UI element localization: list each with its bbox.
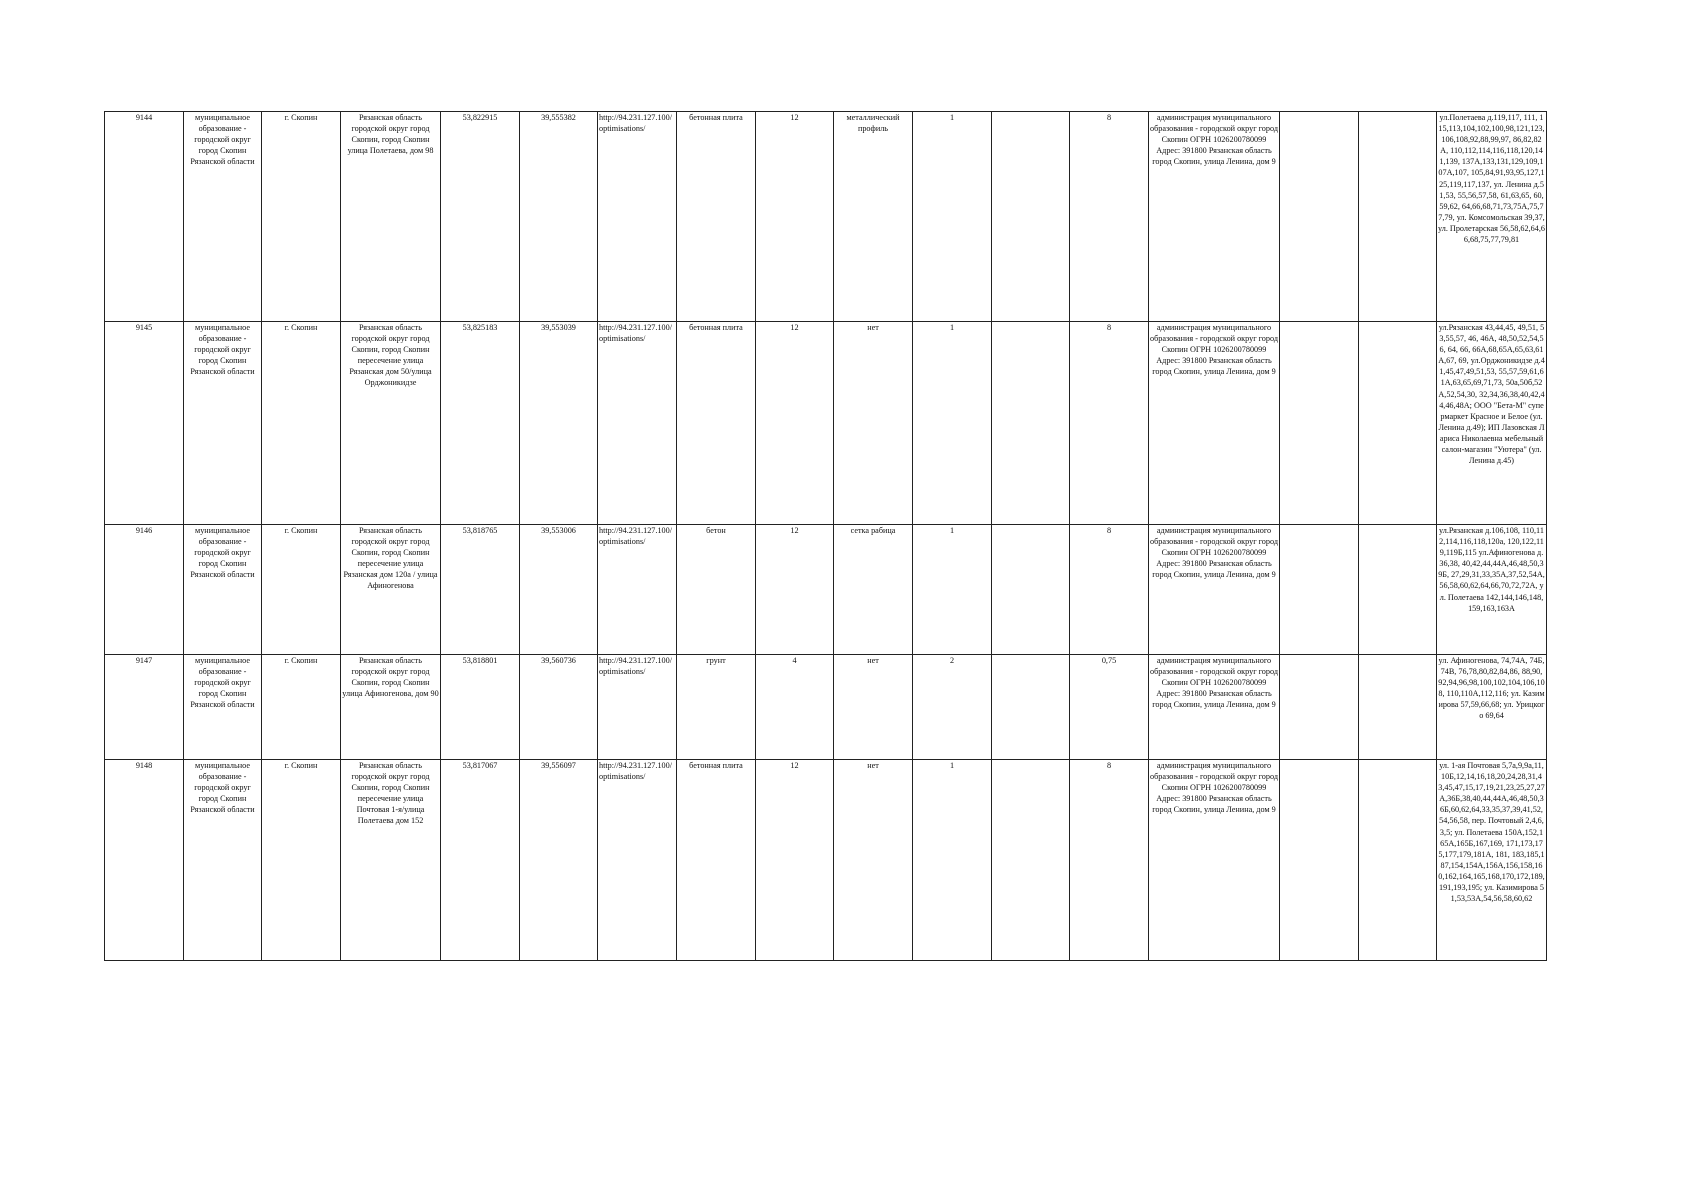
area-cell: 12	[756, 112, 834, 322]
empty-cell	[1359, 655, 1437, 760]
latitude-cell: 53,818765	[441, 525, 520, 655]
empty-cell	[1280, 112, 1359, 322]
locality-cell: г. Скопин	[262, 112, 341, 322]
empty-cell	[1280, 322, 1359, 525]
container-count-cell: 1	[913, 112, 992, 322]
registry-body	[105, 112, 1547, 961]
waste-sources-cell: ул.Рязанская 43,44,45, 49,51, 53,55,57, 46, 46А, 48,50,52,54,56, 64, 66, 66А,68,65А,65,63,61А,67, 69, ул.Орджоникидзе д.41,45,47,49,51,53, 55,57,59,61,61А,63,65,69,71,73, 50а,50б,52А,52,54,30, 32,34,36,38,40,42,44,46,48А; ООО "Бета-М" супермаркет Красное и Белое (ул. Ленина д.49); ИП Лазовская Лариса Николаевна мебельный салон-магазин "Уютера" (ул. Ленина д.45)	[1437, 322, 1547, 525]
owner-type-cell: муниципальное образование - городской округ город Скопин Рязанской области	[184, 760, 262, 961]
longitude-cell: 39,556097	[520, 760, 598, 961]
container-volume-cell: 0,75	[1070, 655, 1149, 760]
container-volume-cell: 8	[1070, 760, 1149, 961]
longitude-cell: 39,555382	[520, 112, 598, 322]
scheme-link-cell[interactable]: http://94.231.127.100/optimisations/	[598, 322, 677, 525]
area-cell: 12	[756, 760, 834, 961]
empty-cell	[992, 655, 1070, 760]
surface-type-cell: бетон	[677, 525, 756, 655]
container-volume-cell: 8	[1070, 112, 1149, 322]
area-cell: 4	[756, 655, 834, 760]
fence-type-cell: нет	[834, 760, 913, 961]
surface-type-cell: грунт	[677, 655, 756, 760]
operator-cell: администрация муниципального образования - городской округ город Скопин ОГРН 1026200780099 Адрес: 391800 Рязанская область город Скопин, улица Ленина, дом 9	[1149, 525, 1280, 655]
latitude-cell: 53,822915	[441, 112, 520, 322]
latitude-cell: 53,817067	[441, 760, 520, 961]
container-count-cell: 1	[913, 760, 992, 961]
owner-type-cell: муниципальное образование - городской округ город Скопин Рязанской области	[184, 322, 262, 525]
owner-type-cell: муниципальное образование - городской округ город Скопин Рязанской области	[184, 655, 262, 760]
fence-type-cell: нет	[834, 655, 913, 760]
table-row	[105, 525, 1547, 655]
fence-type-cell: нет	[834, 322, 913, 525]
locality-cell: г. Скопин	[262, 525, 341, 655]
empty-cell	[1359, 760, 1437, 961]
latitude-cell: 53,825183	[441, 322, 520, 525]
empty-cell	[992, 322, 1070, 525]
table-row	[105, 760, 1547, 961]
record-number: 9146	[105, 525, 184, 655]
surface-type-cell: бетонная плита	[677, 112, 756, 322]
longitude-cell: 39,553039	[520, 322, 598, 525]
empty-cell	[1280, 525, 1359, 655]
record-number: 9147	[105, 655, 184, 760]
waste-sources-cell: ул. Афиногенова, 74,74А, 74Б,74В, 76,78,80,82,84,86, 88,90, 92,94,96,98,100,102,104,106,108, 110,110А,112,116; ул. Казимирова 57,59,66,68; ул. Урицкого 69,64	[1437, 655, 1547, 760]
site-address-cell: Рязанская область городской округ город Скопин, город Скопин улица Полетаева, дом 98	[341, 112, 441, 322]
container-volume-cell: 8	[1070, 322, 1149, 525]
owner-type-cell: муниципальное образование - городской округ город Скопин Рязанской области	[184, 112, 262, 322]
latitude-cell: 53,818801	[441, 655, 520, 760]
table-row	[105, 322, 1547, 525]
longitude-cell: 39,553006	[520, 525, 598, 655]
container-count-cell: 1	[913, 525, 992, 655]
record-number: 9144	[105, 112, 184, 322]
site-address-cell: Рязанская область городской округ город Скопин, город Скопин улица Афиногенова, дом 90	[341, 655, 441, 760]
operator-cell: администрация муниципального образования - городской округ город Скопин ОГРН 1026200780099 Адрес: 391800 Рязанская область город Скопин, улица Ленина, дом 9	[1149, 112, 1280, 322]
fence-type-cell: металлический профиль	[834, 112, 913, 322]
container-count-cell: 2	[913, 655, 992, 760]
scheme-link-cell[interactable]: http://94.231.127.100/optimisations/	[598, 112, 677, 322]
table-row	[105, 655, 1547, 760]
locality-cell: г. Скопин	[262, 760, 341, 961]
operator-cell: администрация муниципального образования - городской округ город Скопин ОГРН 1026200780099 Адрес: 391800 Рязанская область город Скопин, улица Ленина, дом 9	[1149, 655, 1280, 760]
site-address-cell: Рязанская область городской округ город Скопин, город Скопин пересечение улица Рязанская дом 120а / улица Афиногенова	[341, 525, 441, 655]
empty-cell	[1359, 525, 1437, 655]
empty-cell	[1280, 760, 1359, 961]
container-volume-cell: 8	[1070, 525, 1149, 655]
site-address-cell: Рязанская область городской округ город Скопин, город Скопин пересечение улица Рязанская дом 50/улица Орджоникидзе	[341, 322, 441, 525]
operator-cell: администрация муниципального образования - городской округ город Скопин ОГРН 1026200780099 Адрес: 391800 Рязанская область город Скопин, улица Ленина, дом 9	[1149, 760, 1280, 961]
empty-cell	[992, 760, 1070, 961]
locality-cell: г. Скопин	[262, 655, 341, 760]
scheme-link-cell[interactable]: http://94.231.127.100/optimisations/	[598, 760, 677, 961]
fence-type-cell: сетка рабица	[834, 525, 913, 655]
owner-type-cell: муниципальное образование - городской округ город Скопин Рязанской области	[184, 525, 262, 655]
locality-cell: г. Скопин	[262, 322, 341, 525]
registry-table	[104, 111, 1547, 961]
container-count-cell: 1	[913, 322, 992, 525]
empty-cell	[1280, 655, 1359, 760]
record-number: 9148	[105, 760, 184, 961]
area-cell: 12	[756, 322, 834, 525]
table-row	[105, 112, 1547, 322]
waste-sources-cell: ул.Рязанская д.106,108, 110,112,114,116,118,120а, 120,122,119,119Б,115 ул.Афиногенова д.36,38, 40,42,44,44А,46,48,50,39Б, 27,29,31,33,35А,37,52,54А, 56,58,60,62,64,66,70,72,72А, ул. Полетаева 142,144,146,148,159,163,163А	[1437, 525, 1547, 655]
scheme-link-cell[interactable]: http://94.231.127.100/optimisations/	[598, 655, 677, 760]
empty-cell	[1359, 112, 1437, 322]
scheme-link-cell[interactable]: http://94.231.127.100/optimisations/	[598, 525, 677, 655]
record-number: 9145	[105, 322, 184, 525]
waste-sources-cell: ул. 1-ая Почтовая 5,7а,9,9а,11,10Б,12,14,16,18,20,24,28,31,43,45,47,15,17,19,21,23,25,27,27А,36Б,38,40,44,44А,46,48,50,36Б,60,62,64,33,35,37,39,41,52,54,56,58, пер. Почтовый 2,4,6,3,5; ул. Полетаева 150А,152,165А,165Б,167,169, 171,173,175,177,179,181А, 181, 183,185,187,154,154А,156А,156,158,160,162,164,165,168,170,172,189,191,193,195; ул. Казимирова 51,53,53А,54,56,58,60,62	[1437, 760, 1547, 961]
surface-type-cell: бетонная плита	[677, 322, 756, 525]
longitude-cell: 39,560736	[520, 655, 598, 760]
site-address-cell: Рязанская область городской округ город Скопин, город Скопин пересечение улица Почтовая 1-я/улица Полетаева дом 152	[341, 760, 441, 961]
empty-cell	[992, 112, 1070, 322]
surface-type-cell: бетонная плита	[677, 760, 756, 961]
area-cell: 12	[756, 525, 834, 655]
empty-cell	[1359, 322, 1437, 525]
empty-cell	[992, 525, 1070, 655]
waste-sources-cell: ул.Полетаева д.119,117, 111, 115,113,104,102,100,98,121,123, 106,108,92,88,99,97, 86,82,82А, 110,112,114,116,118,120,141,139, 137А,133,131,129,109,107А,107, 105,84,91,93,95,127,125,119,117,137, ул. Ленина д.51,53, 55,56,57,58, 61,63,65, 60, 59,62, 64,66,68,71,73,75А,75,77,79, ул. Комсомольская 39,37, ул. Пролетарская 56,58,62,64,66,68,75,77,79,81	[1437, 112, 1547, 322]
operator-cell: администрация муниципального образования - городской округ город Скопин ОГРН 1026200780099 Адрес: 391800 Рязанская область город Скопин, улица Ленина, дом 9	[1149, 322, 1280, 525]
